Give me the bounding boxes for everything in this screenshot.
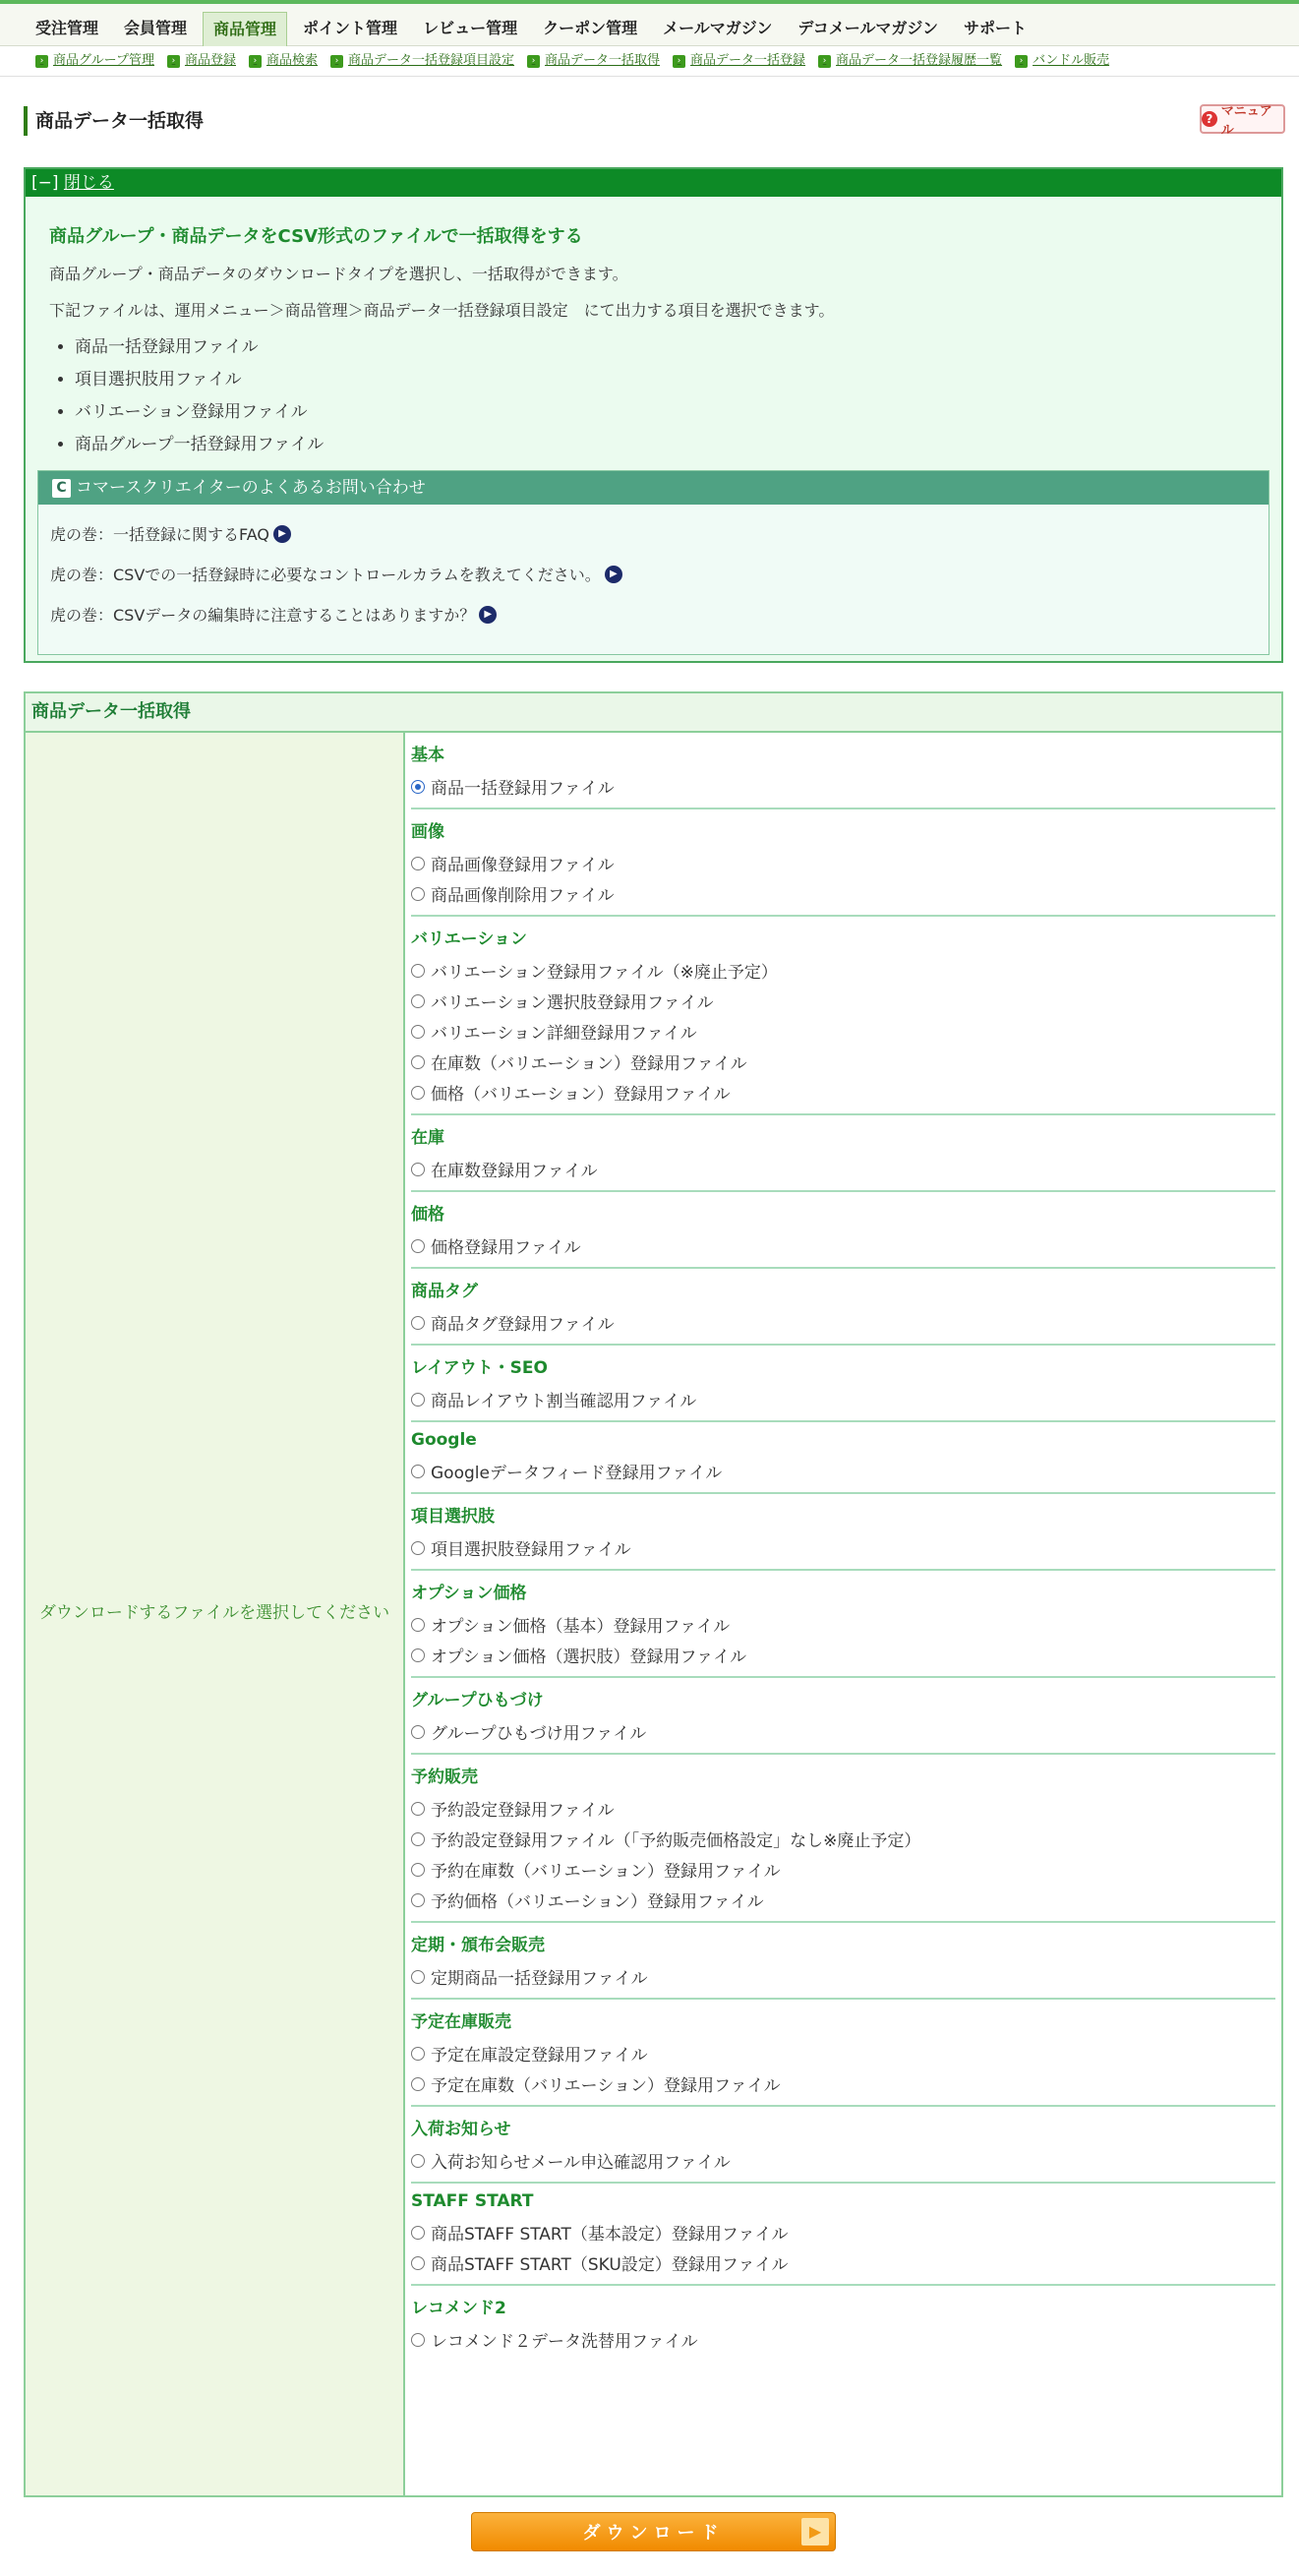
file-option[interactable] [411, 771, 1275, 802]
radio-button[interactable] [411, 857, 425, 870]
arrow-right-icon: › [249, 55, 262, 68]
subnav-label: バンドル販売 [1033, 53, 1110, 68]
option-group-title: 定期・頒布会販売 [411, 1936, 545, 1955]
subnav-link[interactable] [35, 46, 154, 76]
file-option[interactable] [411, 2068, 1275, 2099]
radio-button[interactable] [411, 1055, 425, 1069]
file-option-label: 価格登録用ファイル [431, 1238, 581, 1258]
list-item: • 商品一括登録用ファイル [75, 332, 1281, 357]
file-option[interactable] [411, 1793, 1275, 1824]
file-option-label: バリエーション選択肢登録用ファイル [431, 993, 714, 1013]
file-option-label: オプション価格（選択肢）登録用ファイル [431, 1647, 747, 1667]
file-option[interactable] [411, 1885, 1275, 1915]
file-option-label: 予約設定登録用ファイル（「予約販売価格設定」なし※廃止予定） [431, 1831, 921, 1851]
arrow-right-icon: › [35, 55, 48, 68]
info-bullets [49, 332, 1281, 454]
file-option[interactable] [411, 1824, 1275, 1854]
file-option[interactable] [411, 1384, 1275, 1414]
option-group-title: レイアウト・SEO [411, 1358, 548, 1378]
file-option-label: 商品STAFF START（SKU設定）登録用ファイル [431, 2255, 789, 2275]
option-group-title: 基本 [411, 746, 444, 765]
file-option[interactable] [411, 986, 1275, 1016]
file-option[interactable] [411, 1230, 1275, 1261]
option-group [411, 1192, 1275, 1269]
arrow-right-icon: › [818, 55, 831, 68]
radio-button[interactable] [411, 1648, 425, 1662]
nav-item-points[interactable]: ポイント管理 [303, 19, 398, 37]
radio-button[interactable] [411, 1316, 425, 1330]
info-line1: 商品グループ・商品データのダウンロードタイプを選択し、一括取得ができます。 [49, 265, 628, 283]
file-option[interactable] [411, 1532, 1275, 1563]
collapse-toggle[interactable]: [−] [31, 173, 59, 193]
nav-item-mailmagazine[interactable]: メールマガジン [663, 19, 773, 37]
radio-button[interactable] [411, 2077, 425, 2091]
radio-button[interactable] [411, 1465, 425, 1478]
file-option[interactable] [411, 1016, 1275, 1047]
radio-button[interactable] [411, 2047, 425, 2061]
nav-item-coupons[interactable]: クーポン管理 [543, 19, 638, 37]
file-option[interactable] [411, 1609, 1275, 1640]
radio-button[interactable] [411, 2256, 425, 2270]
subnav-link[interactable] [527, 46, 660, 76]
option-group [411, 1494, 1275, 1571]
option-group [411, 1678, 1275, 1755]
radio-button[interactable] [411, 1725, 425, 1739]
file-option-label: 商品STAFF START（基本設定）登録用ファイル [431, 2225, 789, 2245]
file-option[interactable] [411, 1961, 1275, 1992]
radio-button[interactable] [411, 994, 425, 1008]
nav-item-products[interactable]: 商品管理 [203, 12, 287, 46]
nav-item-members[interactable]: 会員管理 [124, 19, 188, 37]
option-group-title: バリエーション [411, 929, 527, 949]
file-option[interactable] [411, 1456, 1275, 1486]
page-title: 商品データ一括取得 [24, 106, 204, 136]
manual-button[interactable] [1200, 104, 1285, 138]
nav-item-decomail[interactable]: デコメールマガジン [797, 19, 939, 37]
file-option-label: 在庫数（バリエーション）登録用ファイル [431, 1054, 747, 1074]
file-option-label: 商品画像登録用ファイル [431, 856, 615, 875]
radio-button[interactable] [411, 1086, 425, 1100]
option-group-title: 画像 [411, 822, 444, 842]
table-label-cell [26, 733, 405, 2495]
radio-button[interactable] [411, 2226, 425, 2240]
option-group [411, 1422, 1275, 1494]
file-option[interactable] [411, 1640, 1275, 1670]
table-left-label: ダウンロードするファイルを選択してください [38, 1603, 390, 1623]
table-header: 商品データ一括取得 [26, 693, 1281, 733]
file-option[interactable] [411, 848, 1275, 878]
file-option-label: 価格（バリエーション）登録用ファイル [431, 1085, 731, 1105]
subnav-link[interactable] [1015, 46, 1109, 76]
commerce-creator-icon: C [52, 479, 71, 498]
arrow-right-icon: › [330, 55, 343, 68]
download-label: ダウンロード [582, 2523, 725, 2544]
file-option-label: 項目選択肢登録用ファイル [431, 1540, 631, 1560]
option-group-title: レコメンド2 [411, 2299, 506, 2318]
file-type-options [405, 733, 1279, 2361]
arrow-right-icon: ▶ [801, 2518, 829, 2546]
manual-label: マニュアル [1220, 104, 1272, 138]
faq-heading: コマースクリエイターのよくあるお問い合わせ [76, 478, 426, 498]
faq-header [38, 471, 1269, 505]
option-group [411, 1571, 1275, 1678]
subnav-label: 商品データ一括登録履歴一覧 [836, 53, 1003, 68]
file-option-label: 商品タグ登録用ファイル [431, 1315, 615, 1335]
subnav-label: 商品登録 [184, 53, 236, 68]
option-group [411, 917, 1275, 1115]
option-group-title: 価格 [411, 1205, 444, 1225]
radio-button[interactable] [411, 1863, 425, 1877]
subnav-label: 商品データ一括登録項目設定 [348, 53, 515, 68]
main-nav [0, 4, 1299, 46]
arrow-right-icon: › [673, 55, 685, 68]
option-group-title: 入荷お知らせ [411, 2120, 511, 2139]
file-option[interactable] [411, 878, 1275, 909]
play-icon: ▶ [605, 566, 622, 583]
file-option[interactable] [411, 1154, 1275, 1184]
file-option-label: 予定在庫設定登録用ファイル [431, 2046, 648, 2066]
file-option[interactable] [411, 955, 1275, 986]
option-group [411, 1115, 1275, 1192]
option-group [411, 1269, 1275, 1346]
option-group [411, 2286, 1275, 2361]
option-group-title: オプション価格 [411, 1584, 527, 1603]
file-option-label: 商品画像削除用ファイル [431, 886, 615, 906]
option-group-title: STAFF START [411, 2191, 534, 2211]
file-option[interactable] [411, 1047, 1275, 1077]
radio-button[interactable] [411, 1893, 425, 1907]
file-option-label: バリエーション登録用ファイル（※廃止予定） [431, 963, 778, 983]
faq-box [37, 470, 1269, 655]
subnav-link[interactable] [673, 46, 805, 76]
help-icon: ? [1202, 111, 1217, 127]
download-button[interactable] [471, 2512, 836, 2551]
file-option[interactable] [411, 2145, 1275, 2176]
play-icon: ▶ [273, 525, 291, 543]
file-option-label: 入荷お知らせメール申込確認用ファイル [431, 2153, 731, 2173]
subnav-label: 商品検索 [266, 53, 318, 68]
sub-nav [0, 46, 1299, 77]
subnav-link[interactable] [330, 46, 514, 76]
radio-button[interactable] [411, 887, 425, 901]
close-link[interactable]: 閉じる [63, 173, 114, 193]
radio-button[interactable] [411, 1832, 425, 1846]
info-panel [24, 167, 1283, 663]
nav-item-reviews[interactable]: レビュー管理 [423, 19, 518, 37]
radio-button[interactable] [411, 1618, 425, 1632]
list-item: • 商品グループ一括登録用ファイル [75, 430, 1281, 454]
list-item: • 項目選択肢用ファイル [75, 365, 1281, 389]
option-group-title: 項目選択肢 [411, 1507, 495, 1527]
file-option-label: 商品一括登録用ファイル [431, 779, 615, 799]
subnav-label: 商品データ一括取得 [545, 53, 661, 68]
file-option[interactable] [411, 1307, 1275, 1338]
radio-button[interactable] [411, 1802, 425, 1816]
option-group-title: グループひもづけ [411, 1691, 544, 1710]
radio-button[interactable] [411, 2154, 425, 2168]
file-option-label: 在庫数登録用ファイル [431, 1162, 598, 1181]
subnav-link[interactable] [167, 46, 236, 76]
info-heading: 商品グループ・商品データをCSV形式のファイルで一括取得をする [49, 226, 583, 247]
file-option-label: 商品レイアウト割当確認用ファイル [431, 1392, 697, 1411]
file-option[interactable] [411, 2324, 1275, 2355]
radio-button[interactable] [411, 964, 425, 978]
option-group-title: 在庫 [411, 1128, 444, 1148]
subnav-label: 商品データ一括登録 [690, 53, 806, 68]
file-option-label: 予定在庫数（バリエーション）登録用ファイル [431, 2076, 781, 2096]
faq-link[interactable] [50, 603, 1269, 626]
nav-item-orders[interactable]: 受注管理 [35, 19, 99, 37]
file-option-label: バリエーション詳細登録用ファイル [431, 1024, 697, 1044]
play-icon: ▶ [479, 606, 497, 624]
arrow-right-icon: › [527, 55, 540, 68]
file-option-label: オプション価格（基本）登録用ファイル [431, 1617, 731, 1637]
file-option[interactable] [411, 1854, 1275, 1885]
file-option-label: 予約設定登録用ファイル [431, 1801, 615, 1821]
faq-link-label: 虎の巻：一括登録に関するFAQ [50, 525, 269, 544]
faq-link[interactable] [50, 563, 1269, 585]
file-option[interactable] [411, 2247, 1275, 2278]
subnav-link[interactable] [249, 46, 318, 76]
option-group [411, 733, 1275, 809]
download-table [24, 691, 1283, 2497]
option-group [411, 1346, 1275, 1422]
nav-item-support[interactable]: サポート [964, 19, 1028, 37]
radio-button[interactable] [411, 1393, 425, 1407]
option-group [411, 2184, 1275, 2286]
option-group [411, 2107, 1275, 2184]
option-group-title: 予約販売 [411, 1767, 478, 1787]
file-option-label: 予約価格（バリエーション）登録用ファイル [431, 1892, 764, 1912]
file-option[interactable] [411, 1716, 1275, 1747]
info-panel-bar [26, 169, 1281, 197]
option-group [411, 1923, 1275, 2000]
file-option-label: レコメンド２データ洗替用ファイル [431, 2332, 698, 2352]
radio-button[interactable] [411, 780, 425, 794]
radio-button[interactable] [411, 2333, 425, 2347]
option-group-title: Google [411, 1430, 477, 1450]
file-option-label: 予約在庫数（バリエーション）登録用ファイル [431, 1862, 781, 1882]
radio-button[interactable] [411, 1541, 425, 1555]
faq-link-label: 虎の巻：CSVでの一括登録時に必要なコントロールカラムを教えてください。 [50, 566, 601, 584]
file-option[interactable] [411, 1077, 1275, 1108]
faq-link[interactable] [50, 522, 1269, 545]
file-option-label: Googleデータフィード登録用ファイル [431, 1464, 723, 1483]
arrow-right-icon: › [167, 55, 180, 68]
file-option[interactable] [411, 2217, 1275, 2247]
radio-button[interactable] [411, 1239, 425, 1253]
list-item: • バリエーション登録用ファイル [75, 397, 1281, 422]
radio-button[interactable] [411, 1163, 425, 1176]
radio-button[interactable] [411, 1970, 425, 1984]
radio-button[interactable] [411, 1025, 425, 1039]
option-group [411, 2000, 1275, 2107]
option-group-title: 予定在庫販売 [411, 2012, 511, 2032]
arrow-right-icon: › [1015, 55, 1028, 68]
file-option-label: 定期商品一括登録用ファイル [431, 1969, 648, 1989]
option-group [411, 1755, 1275, 1923]
subnav-link[interactable] [818, 46, 1002, 76]
subnav-label: 商品グループ管理 [53, 53, 154, 68]
option-group [411, 809, 1275, 917]
faq-link-label: 虎の巻：CSVデータの編集時に注意することはありますか？ [50, 606, 476, 625]
option-group-title: 商品タグ [411, 1282, 478, 1301]
info-line2: 下記ファイルは、運用メニュー＞商品管理＞商品データ一括登録項目設定 にて出力する項目を選択できます。 [49, 301, 835, 320]
file-option-label: グループひもづけ用ファイル [431, 1724, 647, 1744]
file-option[interactable] [411, 2038, 1275, 2068]
